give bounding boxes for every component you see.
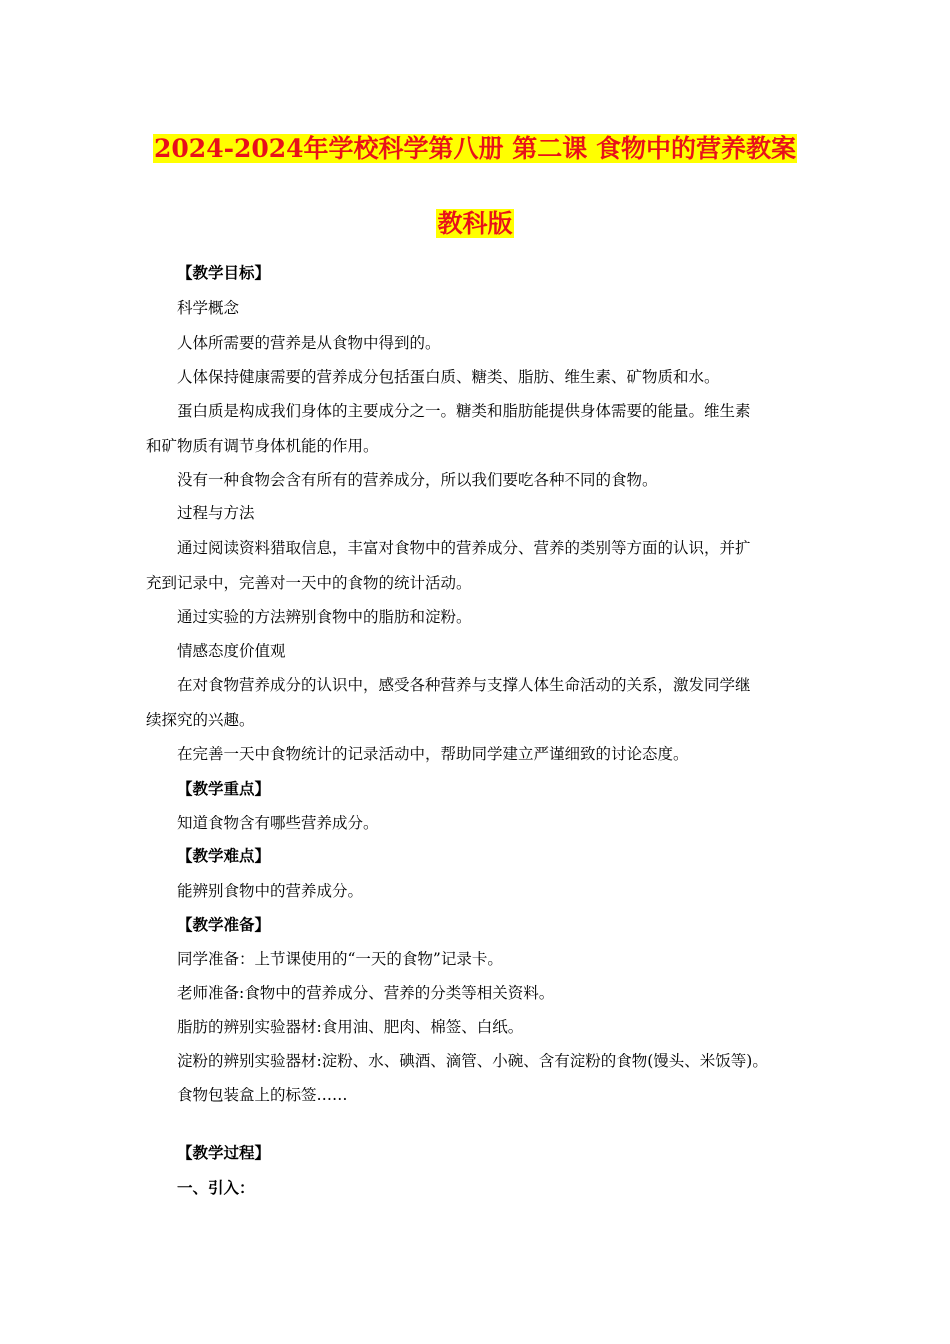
section-heading-objectives: 【教学目标】	[177, 263, 271, 282]
section-heading-key-points: 【教学重点】	[177, 779, 271, 798]
paragraph: 在完善一天中食物统计的记录活动中，帮助同学建立严谨细致的讨论态度。	[177, 745, 689, 763]
paragraph: 食物包装盒上的标签……	[177, 1086, 348, 1104]
section-heading-preparation: 【教学准备】	[177, 915, 271, 934]
document-title-line-1: 2024-2024年学校科学第八册 第二课 食物中的营养教案	[154, 134, 796, 163]
section-heading-difficulties: 【教学难点】	[177, 846, 271, 865]
subheading-concepts: 科学概念	[177, 299, 240, 317]
paragraph: 知道食物含有哪些营养成分。	[177, 814, 379, 832]
paragraph: 脂肪的辨别实验器材:食用油、肥肉、棉签、白纸。	[177, 1018, 524, 1036]
document-title-line-2: 教科版	[437, 209, 513, 238]
subheading-process-methods: 过程与方法	[177, 504, 255, 522]
paragraph: 人体所需要的营养是从食物中得到的。	[177, 334, 441, 352]
paragraph: 蛋白质是构成我们身体的主要成分之一。糖类和脂肪能提供身体需要的能量。维生素	[177, 402, 751, 420]
paragraph: 老师准备:食物中的营养成分、营养的分类等相关资料。	[177, 984, 555, 1002]
paragraph: 没有一种食物会含有所有的营养成分，所以我们要吃各种不同的食物。	[177, 471, 658, 489]
paragraph: 能辨别食物中的营养成分。	[177, 882, 364, 900]
paragraph: 通过实验的方法辨别食物中的脂肪和淀粉。	[177, 608, 472, 626]
paragraph-continuation: 和矿物质有调节身体机能的作用。	[146, 437, 379, 455]
subsection-heading-introduction: 一、引入：	[177, 1178, 255, 1197]
paragraph-continuation: 续探究的兴趣。	[146, 711, 255, 729]
paragraph-continuation: 充到记录中，完善对一天中的食物的统计活动。	[146, 574, 472, 592]
paragraph: 人体保持健康需要的营养成分包括蛋白质、糖类、脂肪、维生素、矿物质和水。	[177, 368, 720, 386]
subheading-attitudes-values: 情感态度价值观	[177, 642, 286, 660]
paragraph: 在对食物营养成分的认识中，感受各种营养与支撑人体生命活动的关系，激发同学继	[177, 676, 751, 694]
paragraph: 同学准备：上节课使用的“一天的食物”记录卡。	[177, 950, 503, 968]
paragraph: 淀粉的辨别实验器材:淀粉、水、碘酒、滴管、小碗、含有淀粉的食物(馒头、米饭等)。	[177, 1052, 768, 1070]
section-heading-process: 【教学过程】	[177, 1143, 271, 1162]
paragraph: 通过阅读资料猎取信息，丰富对食物中的营养成分、营养的类别等方面的认识，并扩	[177, 539, 751, 557]
